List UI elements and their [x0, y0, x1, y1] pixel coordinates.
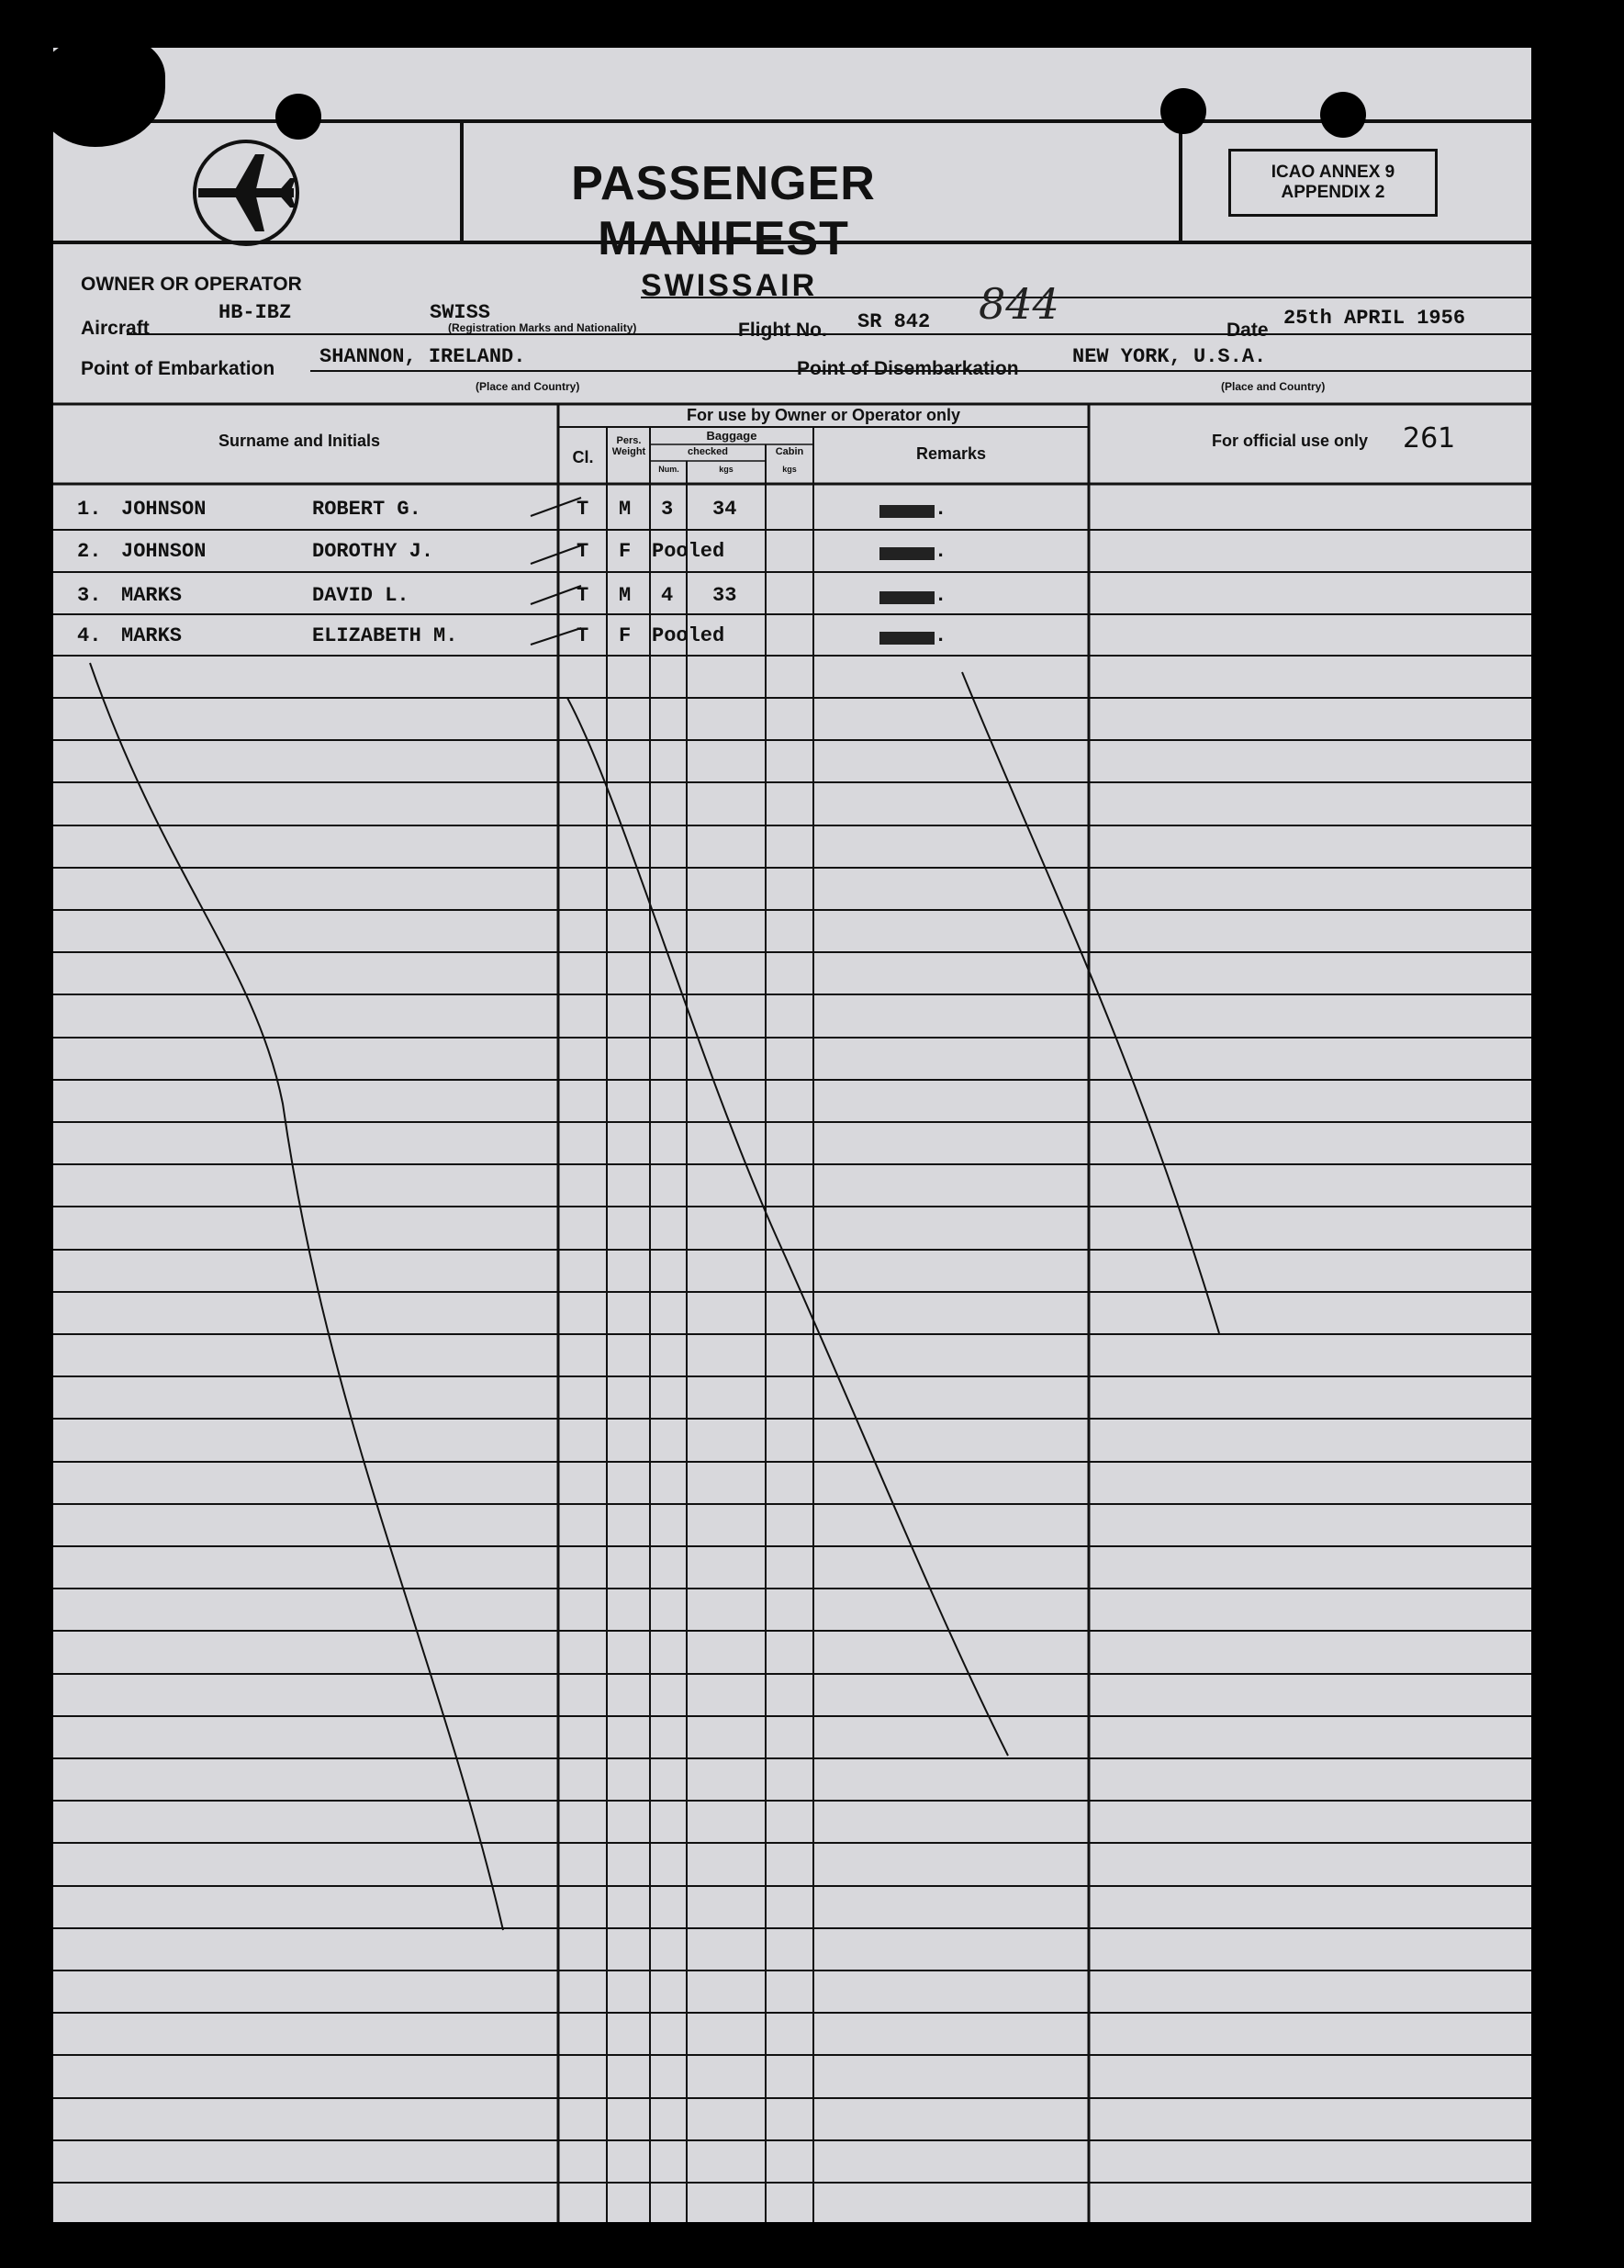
row-lines [53, 530, 1531, 2183]
kgs-header: kgs [719, 465, 734, 474]
row-pooled: Pooled [652, 540, 725, 563]
pers-weight-header: Pers. Weight [611, 435, 646, 457]
checked-header: checked [687, 446, 729, 457]
cabin-header: Cabin [775, 446, 804, 457]
owner-use-header: For use by Owner or Operator only [686, 406, 961, 424]
owner-label: OWNER OR OPERATOR [81, 274, 302, 295]
row-weight: M [619, 498, 632, 521]
embark-sub: (Place and Country) [476, 380, 580, 393]
redaction [879, 547, 935, 560]
row-given: DOROTHY J. [312, 540, 434, 563]
embark-label: Point of Embarkation [81, 358, 275, 379]
icao-line2: APPENDIX 2 [1281, 183, 1385, 202]
page-title: PASSENGER MANIFEST [571, 157, 876, 265]
aircraft-reg: HB-IBZ [218, 301, 292, 324]
baggage-header: Baggage [706, 429, 757, 443]
row-class: T [577, 498, 589, 521]
row-remark: . [935, 540, 947, 563]
row-remark: . [935, 584, 947, 607]
airplane-icon [189, 136, 303, 250]
flight-value: SR 842 [857, 310, 931, 333]
punch-hole [275, 94, 321, 140]
row-given: ROBERT G. [312, 498, 421, 521]
aircraft-nat: SWISS [430, 301, 491, 324]
aircraft-label: Aircraft [81, 318, 150, 339]
date-label: Date [1226, 320, 1269, 341]
remarks-header: Remarks [915, 444, 987, 463]
redaction [879, 505, 935, 518]
row-number: 2. [77, 540, 102, 563]
flight-label: Flight No. [738, 320, 827, 341]
row-surname: JOHNSON [121, 498, 207, 521]
row-class: T [577, 624, 589, 647]
official-number: 261 [1403, 422, 1456, 455]
row-number: 3. [77, 584, 102, 607]
row-given: DAVID L. [312, 584, 409, 607]
aircraft-sub: (Registration Marks and Nationality) [448, 321, 637, 334]
manifest-sheet [53, 48, 1531, 2222]
row-number: 1. [77, 498, 102, 521]
row-class: T [577, 584, 589, 607]
punch-hole [1160, 88, 1206, 134]
embark-value: SHANNON, IRELAND. [319, 345, 526, 368]
row-weight: F [619, 540, 632, 563]
flight-handwritten: 844 [979, 279, 1059, 329]
redaction [879, 591, 935, 604]
row-bag-num: 3 [661, 498, 674, 521]
row-remark: . [935, 624, 947, 647]
punch-hole [1320, 92, 1366, 138]
row-bag-kgs: 33 [712, 584, 737, 607]
row-surname: MARKS [121, 624, 183, 647]
row-weight: M [619, 584, 632, 607]
official-header: For official use only [1212, 432, 1369, 450]
disembark-label: Point of Disembarkation [797, 358, 1019, 379]
disembark-sub: (Place and Country) [1221, 380, 1326, 393]
row-surname: MARKS [121, 584, 183, 607]
cl-header: Cl. [572, 448, 594, 466]
redaction [879, 632, 935, 645]
row-class: T [577, 540, 589, 563]
icao-line1: ICAO ANNEX 9 [1271, 163, 1395, 182]
num-header: Num. [658, 465, 679, 474]
row-bag-num: 4 [661, 584, 674, 607]
row-weight: F [619, 624, 632, 647]
row-bag-kgs: 34 [712, 498, 737, 521]
surname-header: Surname and Initials [218, 432, 381, 450]
row-pooled: Pooled [652, 624, 725, 647]
form-lines [53, 48, 1531, 2222]
cabin-kgs-header: kgs [782, 465, 797, 474]
row-number: 4. [77, 624, 102, 647]
row-surname: JOHNSON [121, 540, 207, 563]
disembark-value: NEW YORK, U.S.A. [1072, 345, 1267, 368]
row-remark: . [935, 498, 947, 521]
row-given: ELIZABETH M. [312, 624, 458, 647]
owner-value: SWISSAIR [641, 268, 818, 303]
date-value: 25th APRIL 1956 [1283, 307, 1466, 330]
icao-box [1228, 149, 1438, 217]
